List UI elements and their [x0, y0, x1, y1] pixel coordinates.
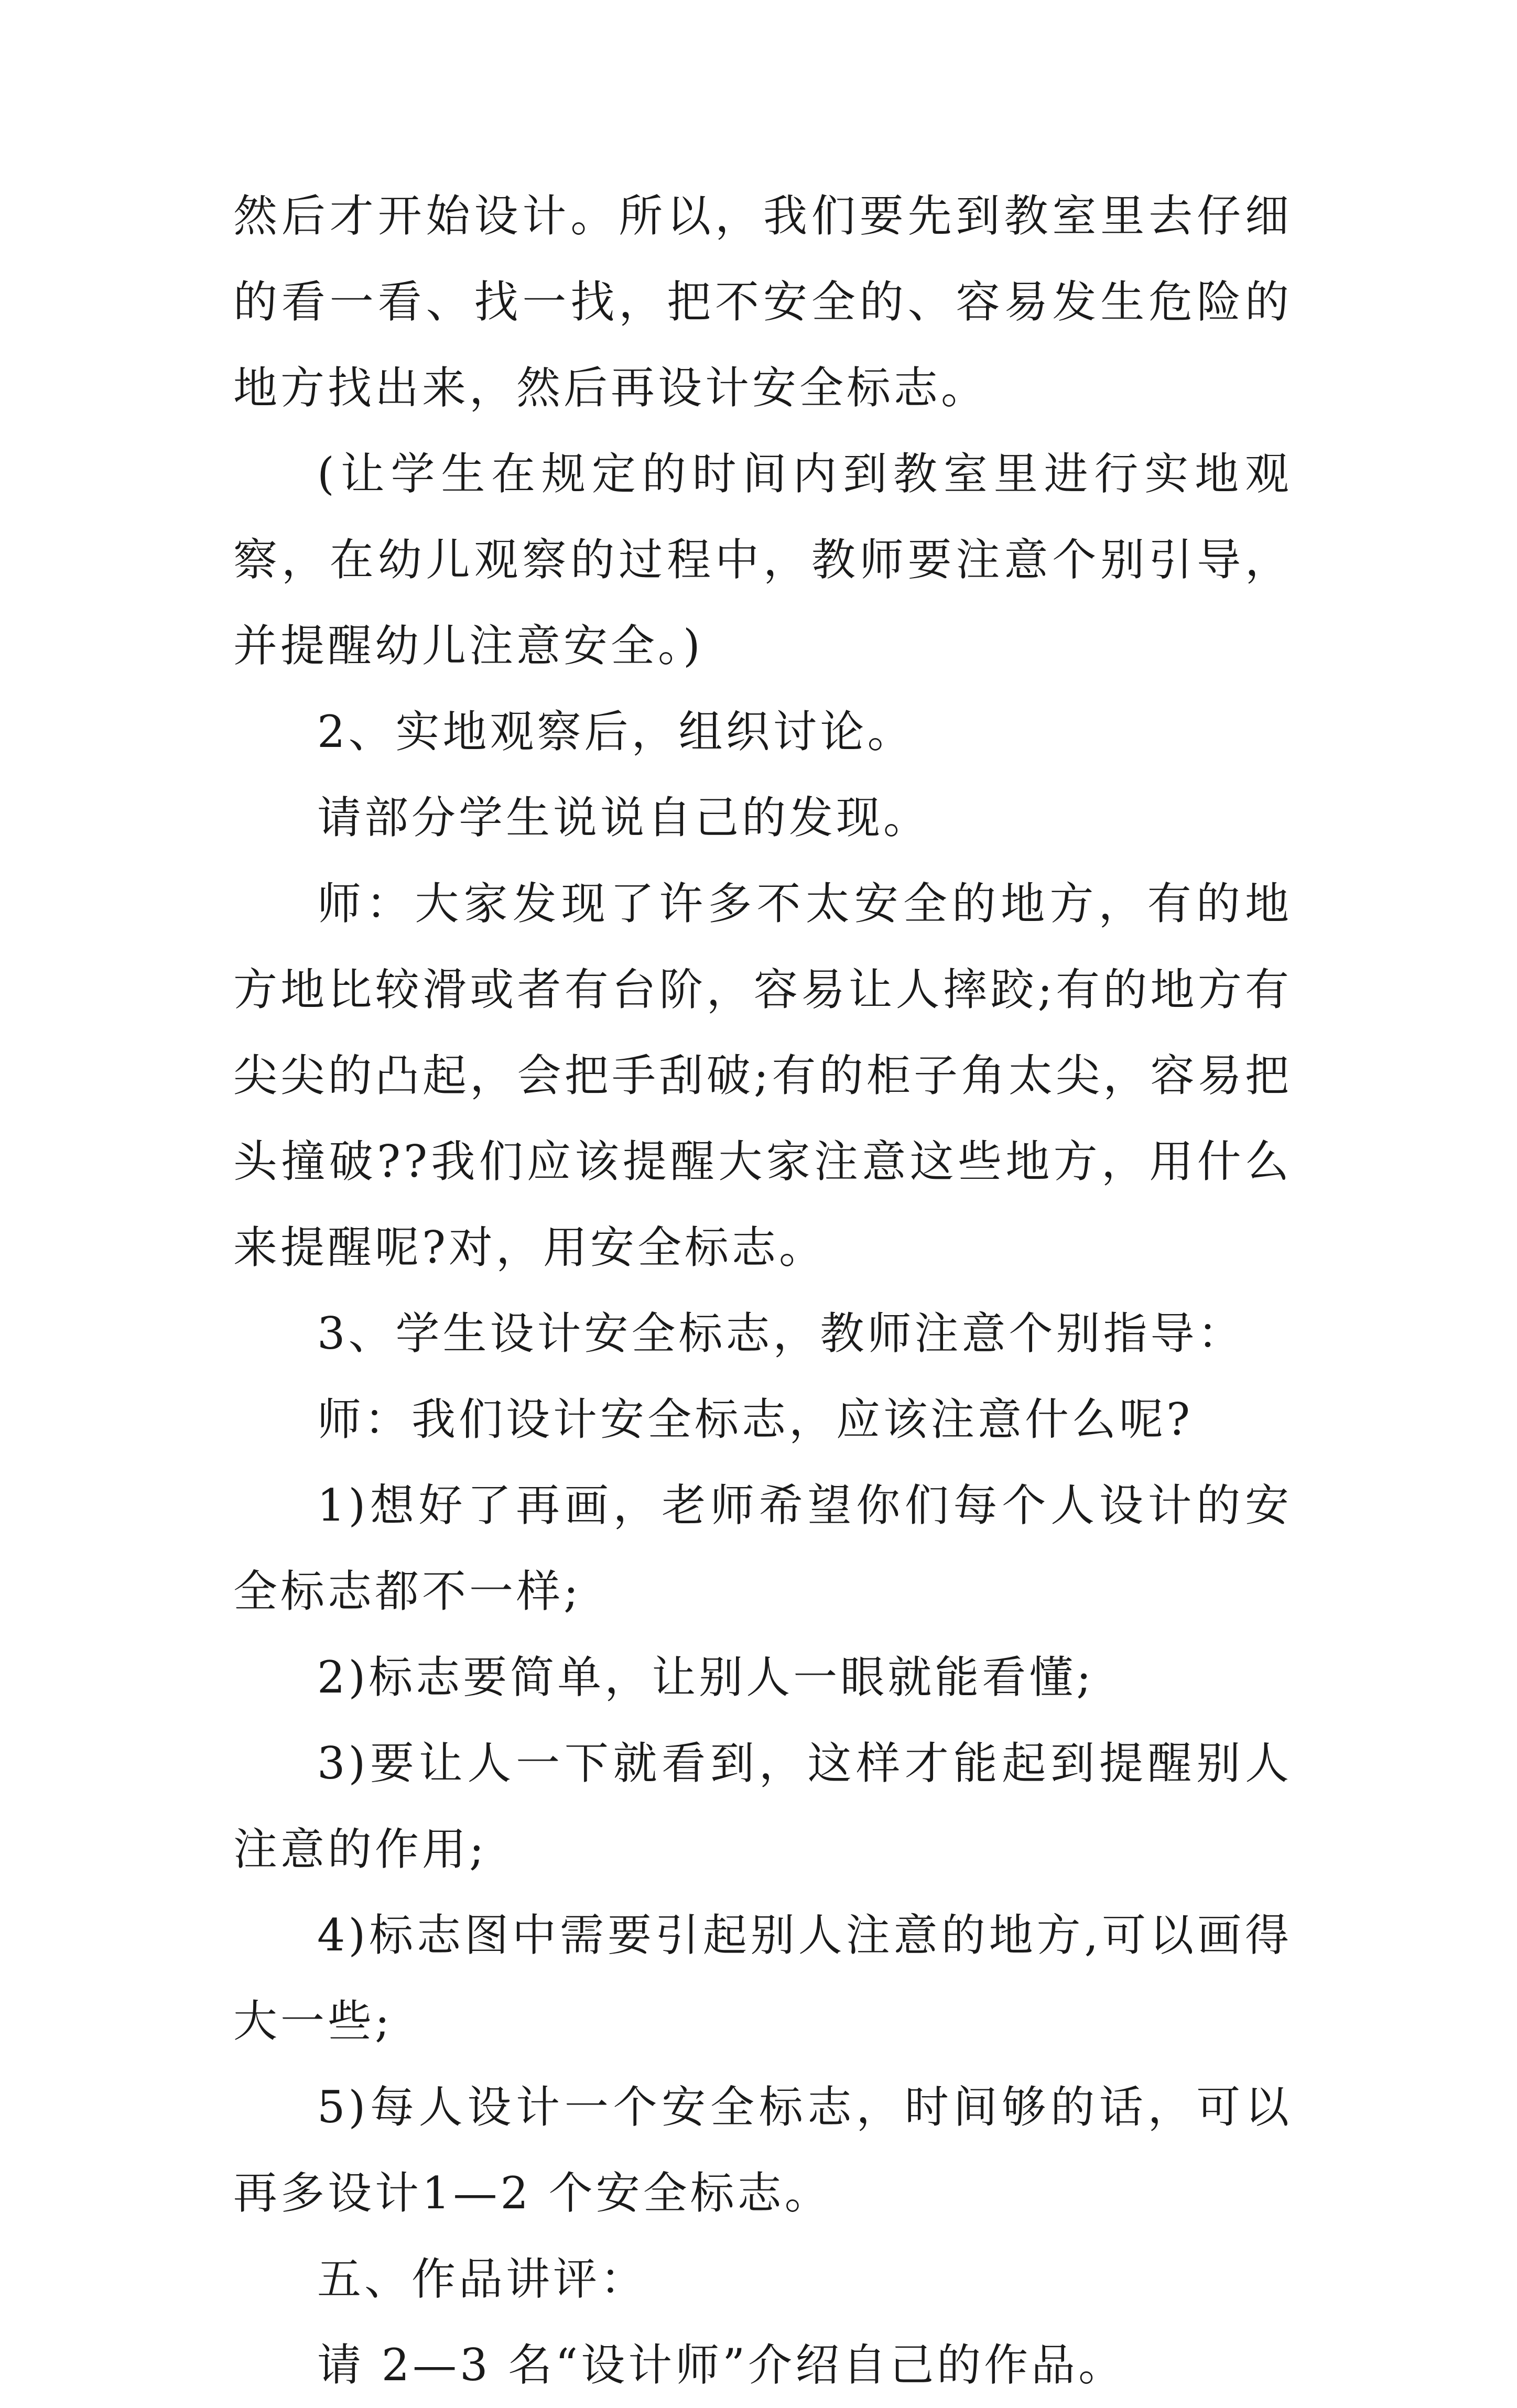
paragraph-teacher-summary: 师：大家发现了许多不太安全的地方，有的地方地比较滑或者有台阶，容易让人摔跤;有的地方有尖尖的凸起，会把手刮破;有的柜子角太尖，容易把头撞破??我们应该提醒大家注意这些地方，用什么来提醒呢?对，用安全标志。 [233, 878, 1292, 1273]
paragraph-step-3: 3、学生设计安全标志，教师注意个别指导： [317, 1308, 1245, 1359]
paragraph-teacher-question: 师：我们设计安全标志，应该注意什么呢? [317, 1394, 1194, 1445]
section-heading-5: 五、作品讲评： [317, 2253, 648, 2305]
list-item-5: 5)每人设计一个安全标志，时间够的话，可以再多设计1—2 个安全标志。 [233, 2081, 1292, 2219]
list-item-2: 2)标志要简单，让别人一眼就能看懂; [317, 1652, 1095, 1703]
list-item-1: 1)想好了再画，老师希望你们每个人设计的安全标志都不一样; [233, 1480, 1292, 1617]
list-item-3: 3)要让人一下就看到，这样才能起到提醒别人注意的作用; [233, 1738, 1292, 1875]
paragraph-design-intro: 然后才开始设计。所以，我们要先到教室里去仔细的看一看、找一找，把不安全的、容易发生危险的地方找出来，然后再设计安全标志。 [233, 190, 1292, 414]
list-item-4: 4)标志图中需要引起别人注意的地方,可以画得大一些; [233, 1910, 1292, 2047]
paragraph-observation-note: (让学生在规定的时间内到教室里进行实地观察，在幼儿观察的过程中，教师要注意个别引导，并提醒幼儿注意安全。) [233, 448, 1292, 671]
paragraph-step-2: 2、实地观察后，组织讨论。 [317, 706, 915, 757]
paragraph-share-findings: 请部分学生说说自己的发现。 [317, 792, 931, 843]
document-body [233, 173, 1292, 2408]
paragraph-present-works: 请 2—3 名“设计师”介绍自己的作品。 [317, 2339, 1126, 2391]
